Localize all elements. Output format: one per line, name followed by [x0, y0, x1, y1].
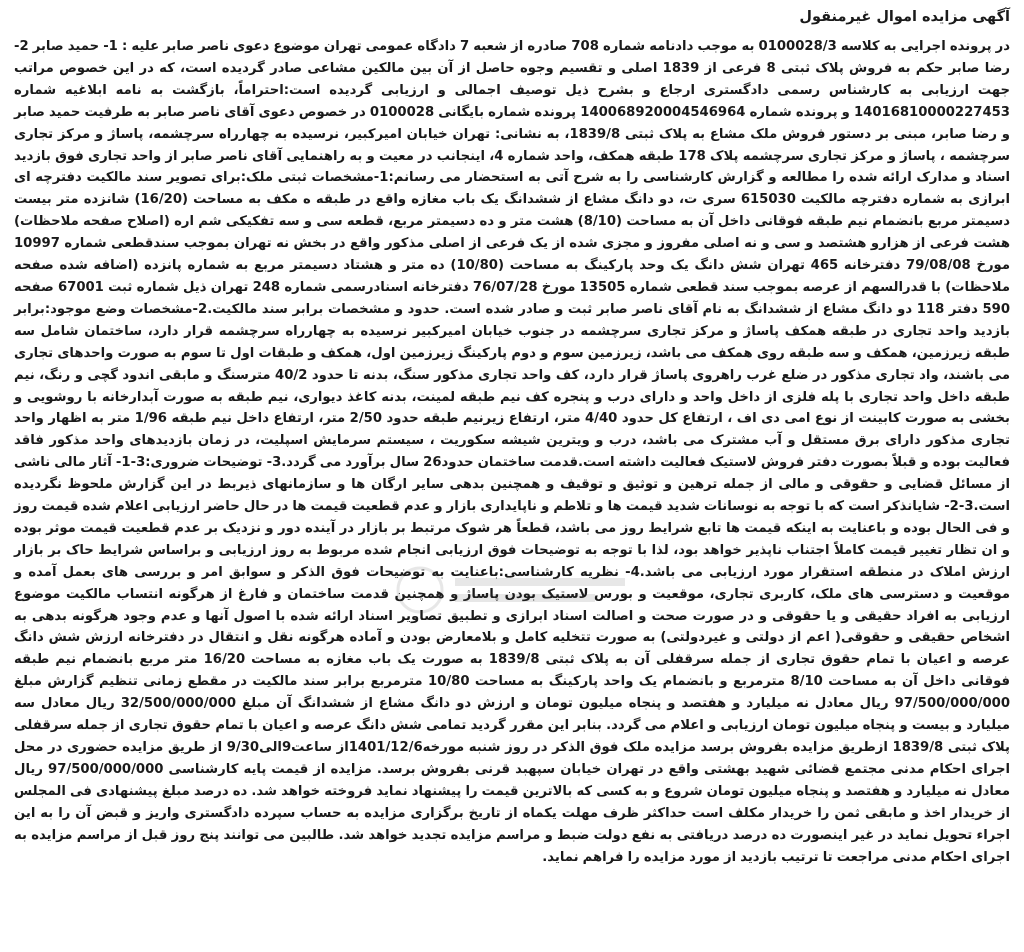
notice-title: آگهی مزایده اموال غیرمنقول: [799, 9, 1010, 25]
notice-body: در پرونده اجرایی به کلاسه 0100028/3 به موجب دادنامه شماره 708 صادره از شعبه 7 دادگاه عمومی تهران موضوع دعوی ناصر صابر علیه : 1- حمید صابر 2- رضا صابر حکم به فروش پلاک ثبتی 8 فرعی از 1839 اصلی و تقسیم وجوه حاصل از آن بین مالکین مشاعی صادر گردیده است، که در این خصوص مراتب جهت ارزیابی به کارشناس رسمی دادگستری ارجاع و بشرح ذیل توصیف اجمالی و ارزیابی گردیده است:احتراماً، بازگشت به نامه ابلاغیه شماره 14016810000227453 و پرونده شماره 140068920004546964 پرونده شماره بایگانی 0100028 در خصوص دعوی آقای ناصر صابر به طرفیت حمید صابر و رضا صابر، مبنی بر دستور فروش ملک مشاع به پلاک ثبتی 1839/8، به نشانی: تهران خیابان امیرکبیر، نرسیده به چهارراه سرچشمه، پاساژ و مرکز تجاری سرچشمه ، پاساژ و مرکز تجاری سرچشمه پلاک 178 طبقه همکف، واحد شماره 4، اینجانب در معیت و به راهنمایی آقای ناصر صابر از واحد تجاری فوق بازدید اسناد و مدارک ارائه شده را مطالعه و گزارش کارشناسی را به شرح آتی به استحضار می رسانم:1-مشخصات ثبتی ملک:برای تصویر سند مالکیت دفترچه ای ابرازی به شماره دفترچه مالکیت 615030 سری ت، دو دانگ مشاع از ششدانگ یک باب مغازه واقع در طبقه ه مکف به مساحت (16/20) شانزده متر بیست دسیمتر مربع بانضمام نیم طبقه فوقانی داخل آن به مساحت (8/10) هشت متر و ده دسیمتر مربع، قطعه سی و سه تفکیکی شم اره (اصلاح صفحه ملاحظات) هشت فرعی از هزارو هشتصد و سی و نه اصلی مفروز و مجزی شده از یک فرعی از اصلی مذکور واقع در بخش نه تهران بموجب سندقطعی شماره 10997 مورخ 79/08/08 دفترخانه 465 تهران شش دانگ یک وحد پارکینگ به مساحت (10/80) ده متر و هشتاد دسیمتر مربع به شماره پانزده (اضافه شده صفحه ملاحظات) با قدرالسهم از عرصه بموجب سند قطعی شماره 13505 مورخ 76/07/28 دفترخانه اسنادرسمی شماره 248 تهران ذیل شماره ثبت 67001 صفحه 590 دفتر 118 دو دانگ مشاع از ششدانگ به نام آقای ناصر صابر ثبت و صادر شده است. حدود و مشخصات برابر سند مالکیت.2-مشخصات وضع موجود:برابر بازدید واحد تجاری در طبقه همکف پاساژ و مرکز تجاری سرچشمه در جنوب خیابان امیرکبیر نرسیده به چهارراه سرچشمه قرار دارد، ساختمان شامل سه طبقه زیرزمین، همکف و سه طبقه روی همکف می باشد، زیرزمین سوم و دوم پارکینگ زیرزمین اول، همکف و طبقات اول تا سوم به صورت واحدهای تجاری می باشند، واد تجاری مذکور در ضلع غرب راهروی پاساژ قرار دارد، کف واحد تجاری مذکور سنگ، بدنه تا حدود 40/2 مترسنگ و مابقی اندود گچی و رنگ، نیم طبقه داخل واحد تجاری با پله فلزی از داخل واحد و دارای درب و پنجره کف نیم طبقه لمینت، بدنه کاغذ دیواری، نیم طبقه به صورت آبدارخانه با روشویی و بخشی به صورت کابینت از نوع امی دی اف ، ارتفاع کل حدود 4/40 متر، ارتفاع زیرنیم طبقه حدود 2/50 متر، ارتفاع داخل نیم طبقه 1/96 متر به اظهار واحد تجاری مذکور دارای برق مستقل و آب مشترک می باشد، درب و ویترین شیشه سکوریت ، سیستم سرمایش اسپلیت، در زمان بازدیدهای واحد مذکور فاقد فعالیت بوده و قبلاً بصورت دفتر فروش لاستیک فعالیت داشته است.قدمت ساختمان حدود26 سال برآورد می گردد.3- توضیحات ضروری:3-1- آثار مالی ناشی از مسائل قضایی و حقوقی و مالی از جمله ترهین و توثیق و توقیف و همچنین بدهی سایر ارگان ها و سازمانهای ذیربط در این گزارش ملحوظ نگردیده است.3-2- شایانذکر است که با توجه به نوسانات شدید قیمت ها و تلاطم و ناپایداری بازار و عدم قطعیت قیمت ها در حال حاضر ارزیابی اعلام شده قیمت روز و فی الحال بوده و باعنایت به اینکه قیمت ها تابع شرایط روز می باشد، قطعاً هر شوک مرتبط بر بازار در آینده دور و نزدیک بر عدم قطعیت قیمت موثر بوده و ان تظار تغییر قیمت کاملاً اجتناب ناپذیر خواهد بود، لذا با توجه به توضیحات فوق ارزیابی انجام شده مربوط به روز ارزیابی و براساس شرایط حاک بر بازار ارزش املاک در منطقه استقرار مورد ارزیابی می باشد.4- نظریه کارشناسی:باعنایت به توضیحات فوق الذکر و سوابق امر و بررسی های بعمل آمده و موقعیت و دسترسی های ملک، کاربری تجاری، موقعیت و بورس لاستیک بودن پاساژ و همچنین قدمت ساختمان و فارغ از هرگونه انتساب مالکیت موضوع ارزیابی به افراد حقیقی و یا حقوقی و در صورت صحت و اصالت اسناد ابرازی و تطبیق تصاویر اسناد ارائه شده با اصول آنها و عدم وجود هرگونه بدهی به اشخاص حقیقی و حقوقی( اعم از دولتی و غیردولتی) به صورت تتخلیه کامل و بلامعارض بودن و آماده هرگونه نقل و انتقال در دفترخانه ارزش شش دانگ عرصه و اعیان با تمام حقوق تجاری از جمله سرقفلی آن به پلاک ثبتی 1839/8 به صورت یک باب مغازه به مساحت 16/20 متر مربع بانضمام نیم طبقه فوقانی داخل آن به مساحت 8/10 مترمربع و بانضمام یک واحد پارکینگ به مساحت 10/80 مترمربع برابر سند مالکیت در مقطع زمانی تنظیم گزارش مبلغ 97/500/000/000 ریال معادل نه میلیارد و هفتصد و پنجاه میلیون تومان و ارزش دو دانگ مشاع از ششدانگ آن مبلغ 32/500/000/000 ریال معادل سه میلیارد و بیست و پنجاه میلیون تومان ارزیابی و اعلام می گردد. بنابر این مقرر گردید تمامی شش دانگ عرصه و اعیان با تمام حقوق تجاری از جمله سرقفلی پلاک ثبتی 1839/8 ازطریق مزایده بفروش برسد مزایده ملک فوق الذکر در روز شنبه مورخه1401/12/6از ساعت9الی9/30 از طریق مزایده حضوری در محل اجرای احکام مدنی مجتمع قضائی شهید بهشتی واقع در تهران خیابان سپهبد قرنی بفروش برسد. مزایده از قیمت پایه کارشناسی 97/500/000/000 ریال معادل نه میلیارد و هفتصد و پنجاه میلیون تومان شروع و به کسی که بالاترین قیمت را پیشنهاد نماید فروخته خواهد شد. ده درصد مبلغ پیشنهادی فی المجلس از خریدار اخذ و مابقی ثمن را خریدار مکلف است حداکثر ظرف مهلت یکماه از تاریخ برگزاری مزایده به حساب سپرده دادگستری واریز و قبض آن را به این اجراء تحویل نماید در غیر اینصورت ده درصد دریافتی به نفع دولت ضبط و مراسم مزایده تجدید خواهد شد. طالبین می توانند پنج روز قبل از مراسم مزایده به اجرای احکام مدنی مراجعت تا ترتیب بازدید از مورد مزایده را فراهم نماید.: [14, 39, 1011, 865]
